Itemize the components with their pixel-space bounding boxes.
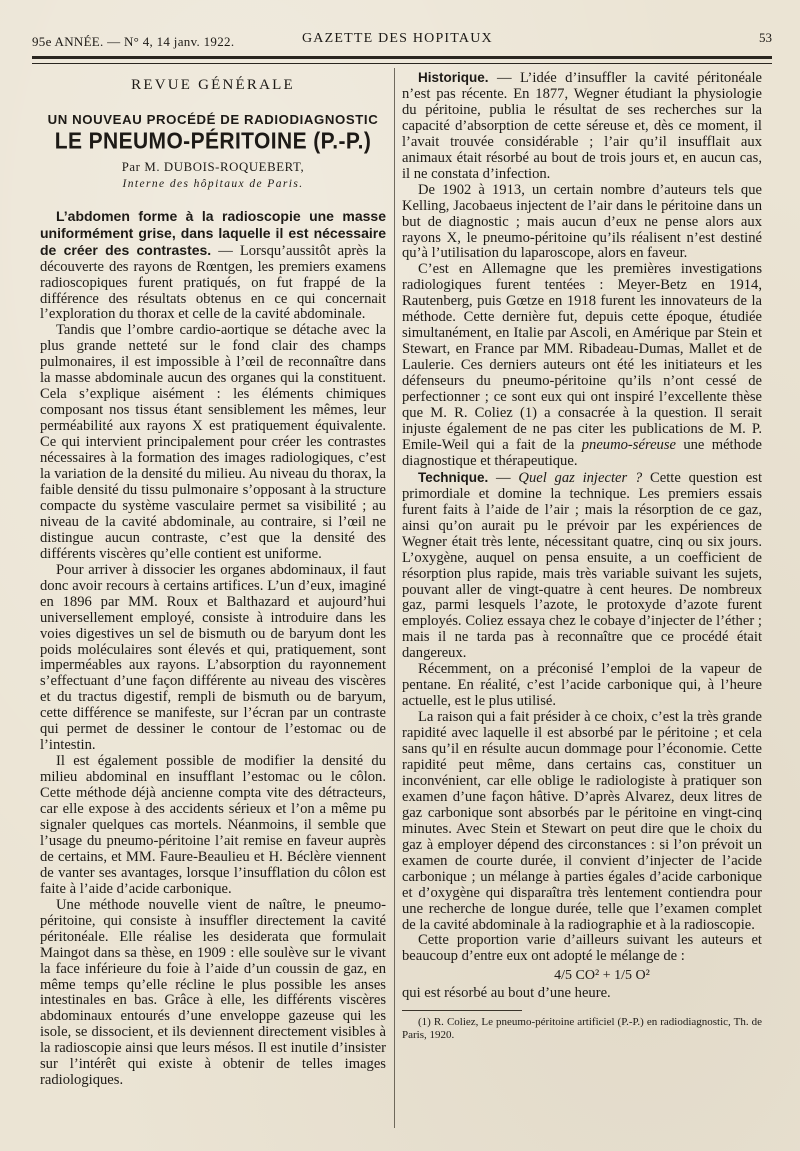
header-rule-thick	[32, 56, 772, 59]
issue-info: 95e ANNÉE. — N° 4, 14 janv. 1922.	[32, 34, 235, 49]
paragraph: Il est également possible de modifier la densité du milieu abdominal en insufflant l’estomac ou le côlon. Cette méthode déjà ancienne compta vite des détracteurs, car elle expose à des accidents sérieux et l’on a même pu signaler quelques cas mortels. Néanmoins, il semble que l’usage du pneumo-péritoine l’ait remise en faveur auprès de certains, et MM. Faure-Beaulieu et H. Béclère viennent de vanter ses avantages, lorsque l’insufflation du côlon est faite à l’aide d’acide carbonique.	[40, 753, 386, 897]
section-rubric: REVUE GÉNÉRALE	[131, 77, 295, 93]
technique-text: Cette question est primordiale et domine la technique. Les premiers essais furent faits à l’aide de l’air ; mais la résorption de ce gaz, ainsi qu’on aurait pu le prévoir par les expériences de Wegner était très lente, nécessitant quatre, cinq ou six jours. L’oxygène, auquel on pensa ensuite, a un coefficient de résorption plus rapide, mais très variable suivant les sujets, pouvant aller de vingt-quatre à cent heures. De nombreux gaz, parmi lesquels l’azote, le protoxyde d’azote furent employés. Coliez essaya chez le cobaye d’injecter de l’éther ; mais il ne tarda pas à reconnaître que ce procédé était dangereux.	[402, 469, 762, 662]
paragraph-text: une méthode diagnostique et thérapeutique.	[402, 436, 762, 469]
paragraph: La raison qui a fait présider à ce choix, c’est la très grande rapidité avec laquelle il est absorbé par le péritoine ; et cela sans qu’il en résulte aucun dommage pour l’économie. Cette rapidité peut même, dans certains cas, constituer un inconvénient, car elle oblige le radiologiste à pratiquer son examen d’une façon hâtive. D’après Alvarez, deux litres de gaz carbonique sont absorbés par le péritoine en vingt-cinq minutes. Avec Stein et Stewart on peut dire que le choix du gaz à employer dépend des circonstances : si l’on prévoit un examen de courte durée, il convient d’injecter de l’acide carbonique ; un mélange à parties égales d’acide carbonique et d’oxygène qui disparaîtra très lentement contiendra pour une recherche de longue durée, telle que l’examen complet de la cavité abdominale à la radiographie et à la radioscopie.	[402, 709, 762, 933]
page-number: 53	[759, 30, 772, 45]
author-byline: Par M. DUBOIS-ROQUEBERT,	[121, 159, 305, 174]
column-divider	[394, 68, 395, 1128]
paragraph-intro	[40, 209, 386, 324]
paragraph-technique: Technique. — Quel gaz injecter ? Cette question est primordiale et domine la technique. Les premiers essais furent faits à l’aide de l’air ; mais la résorption de ce gaz, ainsi qu’on aurait pu le prévoir par les expériences de Wegner était très lente, nécessitant quatre, cinq ou six jours. L’oxygène, auquel on pensa ensuite, a un coefficient de résorption plus rapide, mais très variable suivant les sujets, pouvant aller de vingt-quatre à cent heures. De nombreux gaz, parmi lesquels l’azote, le protoxyde d’azote furent employés. Coliez essaya chez le cobaye d’injecter de l’éther ; mais il ne tarda pas à reconnaître que ce procédé était dangereux.	[402, 469, 762, 662]
emphasis-term: pneumo-séreuse	[581, 436, 677, 453]
paragraph: qui est résorbé au bout d’une heure.	[402, 985, 611, 1002]
historique-text: — L’idée d’insuffler la cavité péritonéale n’est pas récente. En 1877, Wegner étudiant la physiologie du péritoine, publia le résultat de ses recherches sur la capacité d’absorption de cette séreuse et, dès ce moment, il l’avait trouvée considérable ; l’air qu’il insufflait aux animaux était résorbé au bout de trois jours et, en aucun cas, il ne constata d’infection.	[402, 70, 762, 182]
subheading-technique: Technique.	[418, 469, 489, 485]
article-kicker: UN NOUVEAU PROCÉDÉ DE RADIODIAGNOSTIC	[47, 111, 379, 127]
question-gas: Quel gaz injecter ?	[518, 469, 643, 486]
article-title: LE PNEUMO-PÉRITOINE (P.-P.)	[54, 128, 372, 155]
paragraph: Récemment, on a préconisé l’emploi de la vapeur de pentane. En réalité, c’est l’acide carbonique qui, à l’heure actuelle, est le plus utilisé.	[402, 661, 762, 710]
paragraph: Tandis que l’ombre cardio-aortique se détache avec la plus grande netteté sur le fond clair des champs pulmonaires, il est impossible à l’œil de reconnaître dans la masse abdominale aucun des organes qui la constituent. Cela s’explique aisément : les éléments chimiques composant nos tissus étant sensiblement les mêmes, leur perméabilité aux rayons X est pratiquement équivalente. Ce qui intervient principalement pour créer les contrastes nécessaires à la formation des images radiologiques, c’est la variation de la densité du milieu. Au niveau du thorax, la faible densité du tissu pulmonaire s’opposant à la structure compacte du système vasculaire permet sa visibilité ; au niveau de la cavité abdominale, au contraire, si l’œil ne distingue aucun contraste, c’est que la densité des différents viscères qu’elle contient est uniforme.	[40, 322, 386, 562]
footnote: (1) R. Coliez, Le pneumo-péritoine artificiel (P.-P.) en radiodiagnostic, Th. de Paris, 1920.	[402, 1016, 762, 1042]
journal-title: GAZETTE DES HOPITAUX	[302, 31, 493, 46]
paragraph: De 1902 à 1913, un certain nombre d’auteurs tels que Kelling, Jacobaeus injectent de l’air dans le péritoine dans un but de diagnostic ; mais aucun d’eux ne pense alors aux rayons X, le pneumo-péritoine qu’ils réalisent n’est destiné qu’à l’utilisation du laparoscope, alors en faveur.	[402, 181, 762, 262]
paragraph: Une méthode nouvelle vient de naître, le pneumo-péritoine, qui consiste à insuffler directement la cavité péritonéale. Elle réalise les desiderata que formulait Maingot dans sa thèse, en 1909 : elle soulève sur le vivant la face inférieure du foie à l’aide d’un coussin de gaz, en même temps qu’elle récline le plus possible les anses intestinales en bas. Grâce à elle, les différents viscères abdominaux entourés d’une enveloppe gazeuse qui les isole, se dissocient, et ils deviennent directement visibles à la radioscopie ainsi que leurs mésos. Il est inutile d’insister sur l’intérêt qui existe à obtenir de telles images radiologiques.	[40, 896, 386, 1089]
subheading-historique: Historique.	[418, 70, 489, 85]
paragraph-text: C’est en Allemagne que les premières investigations radiologiques furent tentées : Meyer-Betz en 1914, Rautenberg, puis Gœtze en 1918 furent les innovateurs de la méthode. Cette dernière fut, depuis cette époque, étudiée simultanément, en Italie par Ascoli, en Amérique par Stein et Stewart, en France par MM. Ribadeau-Dumas, Mallet et de Laulerie. Ces derniers auteurs ont été les initiateurs et les défenseurs du pneumo-péritoine qu’ils n’ont cessé de perfectionner ; ce sont eux qui ont inspiré l’excellente thèse que M. R. Coliez (1) a consacrée à la question. Il serait injuste également de ne pas citer les publications de M. P. Emile-Weil qui a fait de la	[402, 261, 762, 453]
gas-formula: 4/5 CO² + 1/5 O²	[554, 968, 650, 984]
paragraph-historique	[402, 70, 762, 183]
paragraph: Pour arriver à dissocier les organes abdominaux, il faut donc avoir recours à certains artifices. L’un d’eux, imaginé en 1896 par MM. Roux et Balthazard et aujourd’hui universellement employé, consiste à introduire dans les voies digestives un sel de bismuth ou de baryum dont les poids moléculaires sont élevés et qui, pratiquement, sont imperméables aux rayons. L’absorption du rayonnement s’effectuant d’une façon différente au niveau des viscères et du tractus digestif, rempli de bismuth ou de baryum, cette différence se manifeste, sur l’écran par un contraste qui permet de dessiner le contour de l’estomac ou de l’intestin.	[40, 561, 386, 754]
paragraph	[402, 262, 762, 469]
footnote-rule	[402, 1010, 522, 1011]
header-rule-thin	[32, 63, 772, 64]
running-head	[32, 30, 772, 52]
paragraph: Cette proportion varie d’ailleurs suivant les auteurs et beaucoup d’entre eux ont adopté le mélange de :	[402, 932, 762, 965]
intro-text: — Lorsqu’aussitôt après la découverte des rayons de Rœntgen, les premiers examens radioscopiques furent pratiqués, on fut frappé de la différence des résultats obtenus en ce qui concernait l’exploration du thorax et celle de la cavité abdominale.	[40, 242, 386, 323]
right-column	[402, 70, 762, 1042]
lead-sentence: L’abdomen forme à la radioscopie une masse uniformément grise, dans laquelle il est nécessaire de créer des contrastes.	[40, 207, 386, 258]
author-affiliation: Interne des hôpitaux de Paris.	[122, 177, 304, 190]
left-column	[40, 70, 386, 1089]
